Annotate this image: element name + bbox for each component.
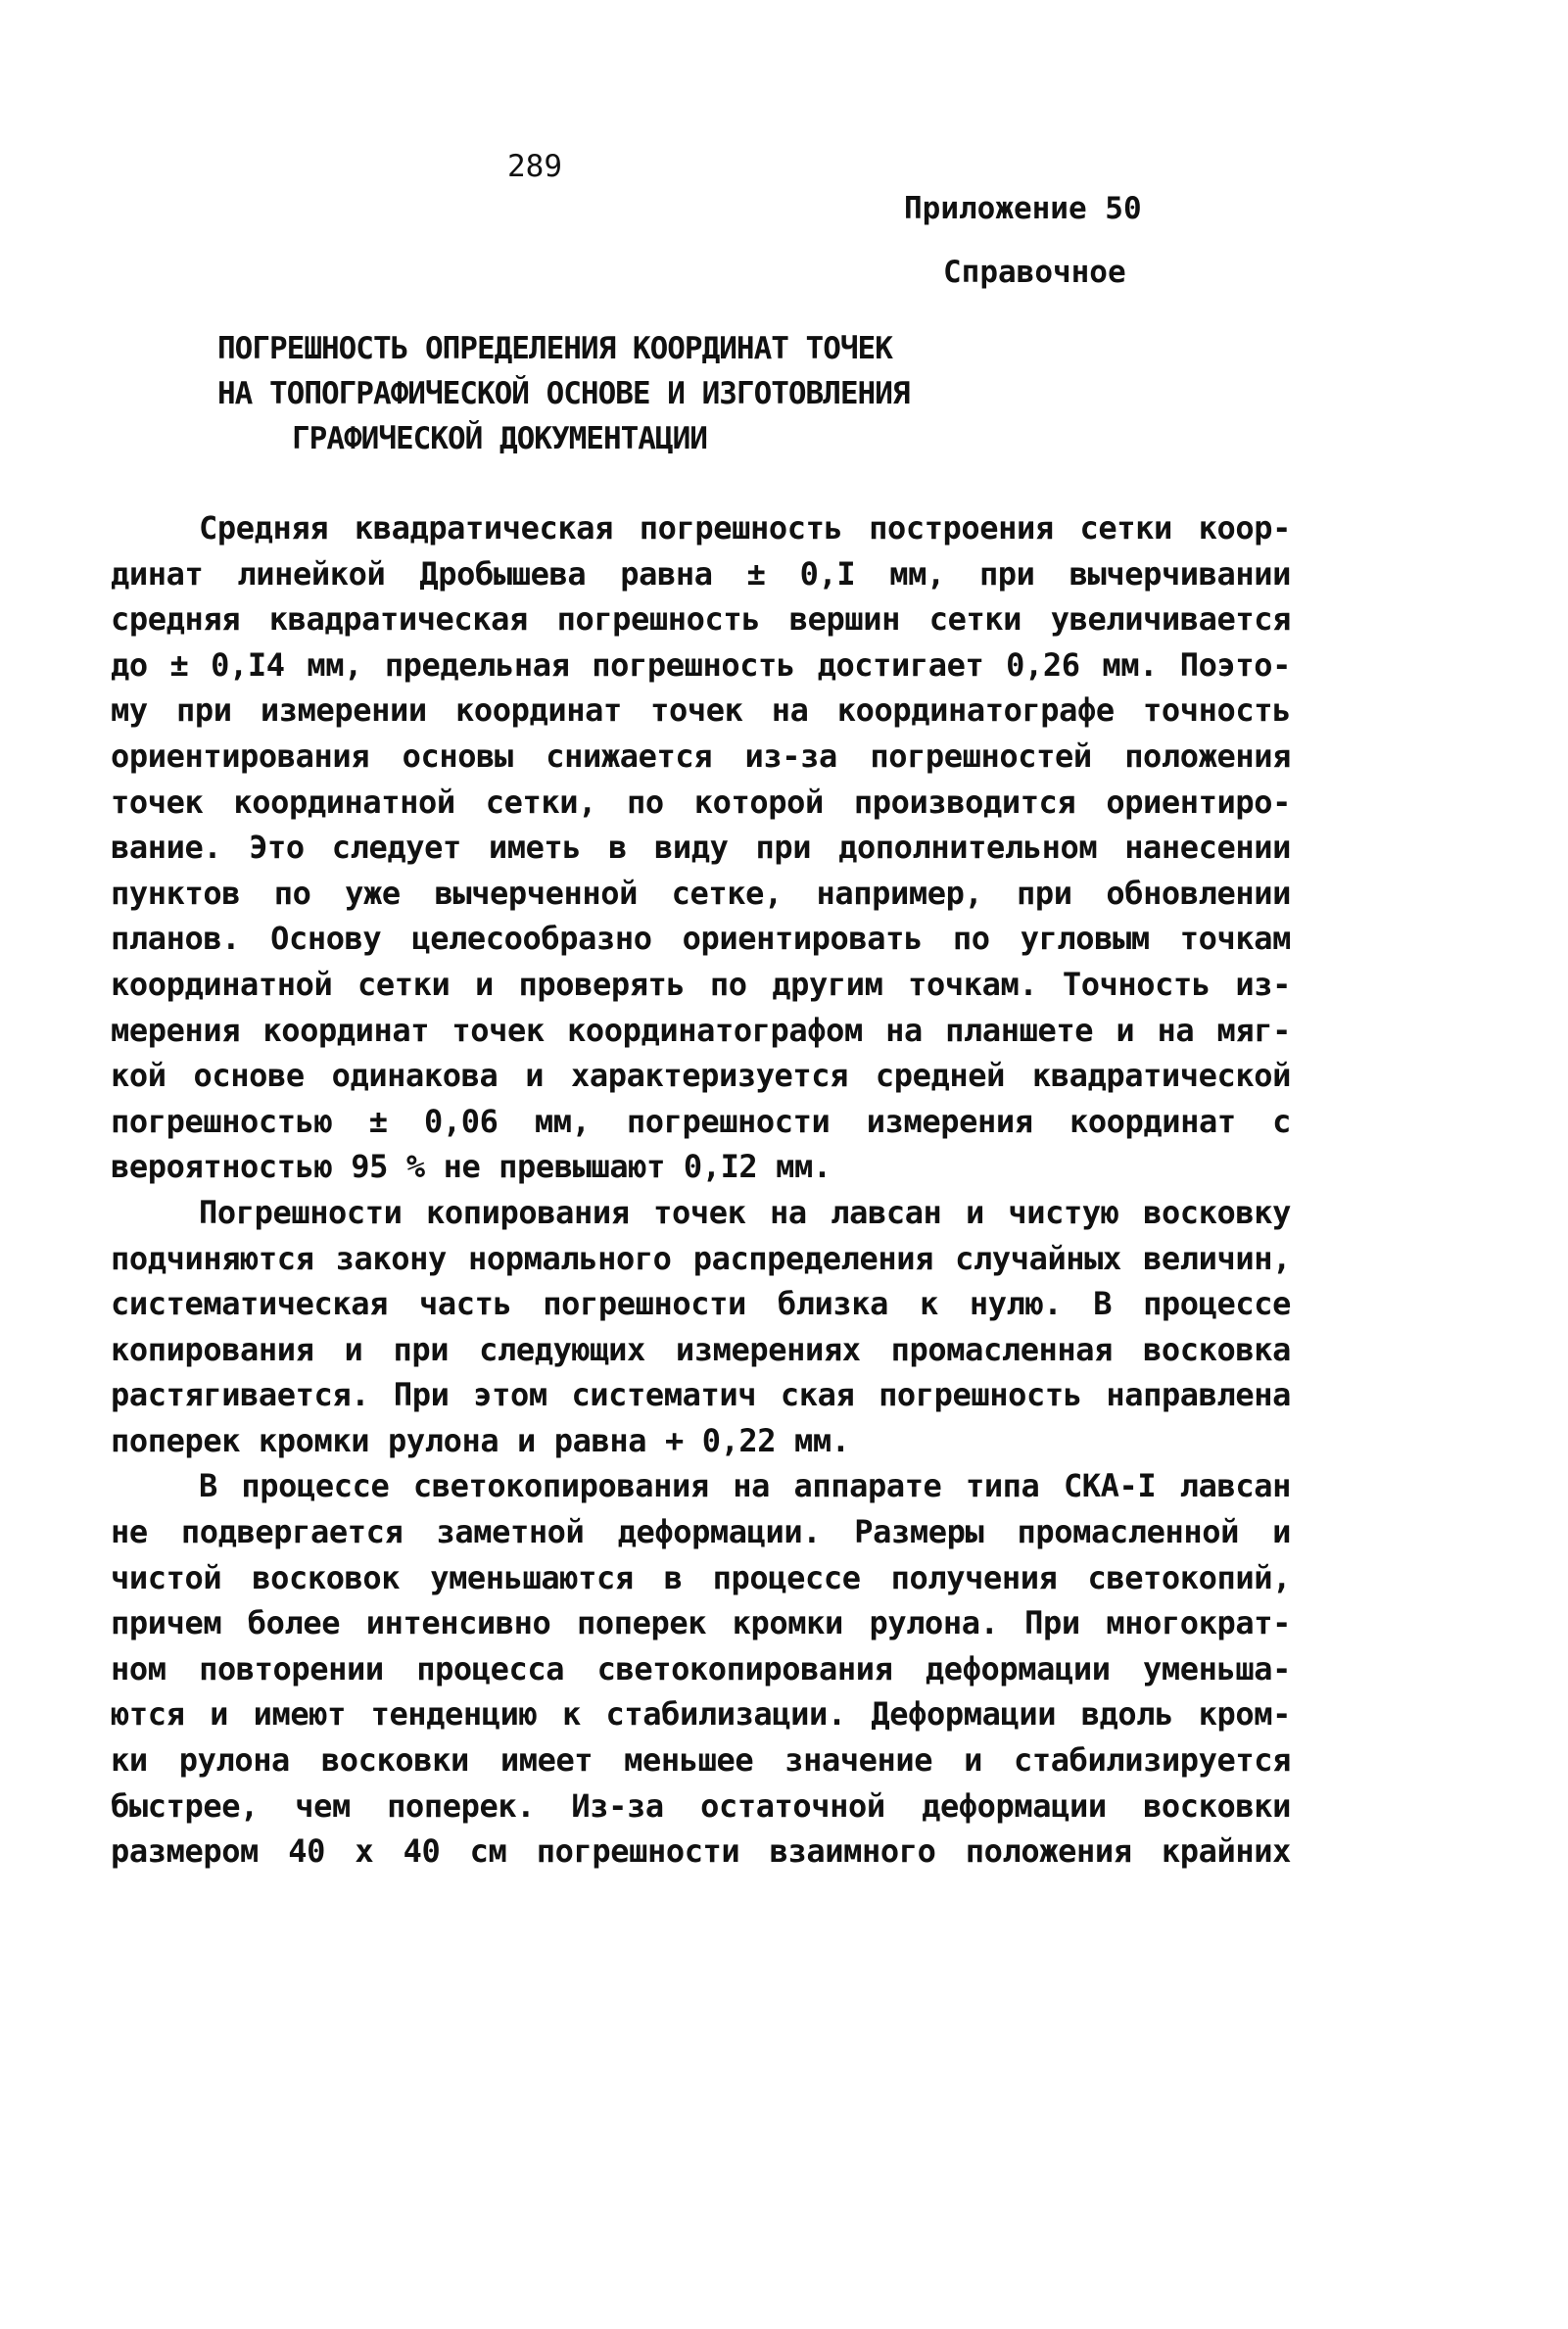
text-line: В процессе светокопирования на аппарате типа СКА-I лавсан xyxy=(199,1467,1291,1505)
document-title xyxy=(217,326,910,461)
text-line: средняя квадратическая погрешность вершин сетки увеличивается xyxy=(111,600,1291,639)
text-line: систематическая часть погрешности близка к нулю. В процессе xyxy=(111,1285,1291,1323)
text-line: координатной сетки и проверять по другим точкам. Точность из- xyxy=(111,965,1291,1003)
paragraph xyxy=(111,1463,1291,1874)
text-line: ном повторении процесса светокопирования деформации уменьша- xyxy=(111,1649,1291,1687)
text-line: вание. Это следует иметь в виду при дополнительном нанесении xyxy=(111,829,1291,867)
text-line: му при измерении координат точек на координатографе точность xyxy=(111,691,1291,730)
text-line: Средняя квадратическая погрешность построения сетки коор- xyxy=(199,509,1291,547)
text-line: динат линейкой Дробышева равна ± 0,I мм, при вычерчивании xyxy=(111,554,1291,593)
text-line: быстрее, чем поперек. Из-за остаточной деформации восковки xyxy=(111,1786,1291,1825)
text-line: поперек кромки рулона и равна + 0,22 мм. xyxy=(111,1421,850,1459)
text-line: вероятностью 95 % не превышают 0,I2 мм. xyxy=(111,1148,832,1186)
text-line: погрешностью ± 0,06 мм, погрешности измерения координат с xyxy=(111,1102,1291,1140)
paragraph xyxy=(111,1190,1291,1464)
text-line: ются и имеют тенденцию к стабилизации. Деформации вдоль кром- xyxy=(111,1695,1291,1734)
text-line: до ± 0,I4 мм, предельная погрешность достигает 0,26 мм. Поэто- xyxy=(111,645,1291,684)
text-line: Погрешности копирования точек на лавсан и чистую восковку xyxy=(199,1193,1291,1231)
text-line: ки рулона восковки имеет меньшее значение и стабилизируется xyxy=(111,1741,1291,1780)
paragraph xyxy=(111,505,1291,1190)
text-line: размером 40 х 40 см погрешности взаимного положения крайних xyxy=(111,1832,1291,1871)
text-line: точек координатной сетки, по которой производится ориентиро- xyxy=(111,783,1291,821)
text-line: планов. Основу целесообразно ориентировать по угловым точкам xyxy=(111,920,1291,958)
text-line: копирования и при следующих измерениях промасленная восковка xyxy=(111,1330,1291,1368)
reference-label: Справочное xyxy=(943,255,1126,290)
title-line: ПОГРЕШНОСТЬ ОПРЕДЕЛЕНИЯ КООРДИНАТ ТОЧЕК xyxy=(217,331,892,366)
text-line: чистой восковок уменьшаются в процессе получения светокопий, xyxy=(111,1558,1291,1596)
text-line: ориентирования основы снижается из-за погрешностей положения xyxy=(111,737,1291,775)
text-line: растягивается. При этом систематич ская погрешность направлена xyxy=(111,1376,1291,1414)
text-line: не подвергается заметной деформации. Размеры промасленной и xyxy=(111,1513,1291,1551)
text-line: мерения координат точек координатографом на планшете и на мяг- xyxy=(111,1011,1291,1049)
document-body xyxy=(111,505,1291,1875)
page-number: 289 xyxy=(507,149,562,184)
text-line: подчиняются закону нормального распределения случайных величин, xyxy=(111,1239,1291,1277)
text-line: причем более интенсивно поперек кромки рулона. При многократ- xyxy=(111,1604,1291,1642)
text-line: кой основе одинакова и характеризуется средней квадратической xyxy=(111,1057,1291,1095)
title-line: ГРАФИЧЕСКОЙ ДОКУМЕНТАЦИИ xyxy=(292,421,707,456)
appendix-label: Приложение 50 xyxy=(904,191,1142,226)
title-line: НА ТОПОГРАФИЧЕСКОЙ ОСНОВЕ И ИЗГОТОВЛЕНИЯ xyxy=(217,376,910,411)
text-line: пунктов по уже вычерченной сетке, например, при обновлении xyxy=(111,874,1291,912)
